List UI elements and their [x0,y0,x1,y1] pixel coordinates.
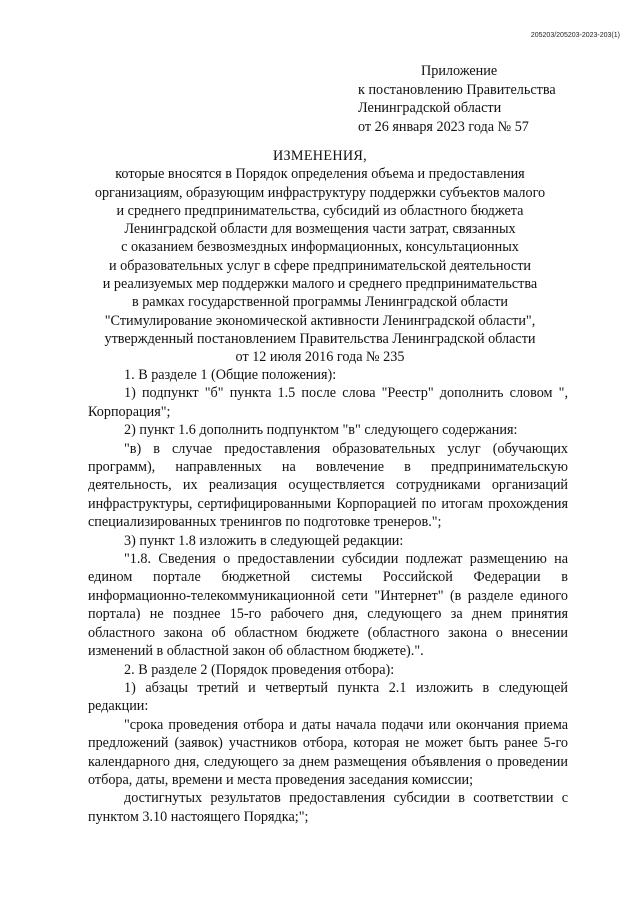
title-line: организациям, образующим инфраструктуру поддержки субъектов малого [94,184,546,201]
title-line: и среднего предпринимательства, субсидий из областного бюджета [116,202,524,219]
document-body [88,366,568,826]
paragraph: достигнутых результатов предоставления субсидии в соответствии с пунктом 3.10 настоящего Порядка;"; [88,790,568,825]
title-line: которые вносятся в Порядок определения объема и предоставления [115,166,525,183]
paragraph: 1) абзацы третий и четвертый пункта 2.1 изложить в следующей редакции: [88,679,568,715]
title-line: от 12 июля 2016 года № 235 [235,349,405,366]
paragraph: "в) в случае предоставления образовательных услуг (обучающих программ), направленных на вовлечение в предпринимательскую деятельность, их реализация осуществляется сотрудниками организаций инфраструктуры, сертифицированными Корпорацией по итогам прохождения специализированных тренингов по подготовке тренеров."; [88,440,568,531]
document-title [90,147,550,367]
paragraph: "срока проведения отбора и даты начала подачи или окончания приема предложений (заявок) участников отбора, которая не может быть ранее 5-го календарного дня, следующего за днем размещения объявления о проведении отбора, даты, времени и места проведения заседания комиссии; [88,716,568,788]
title-line: и образовательных услуг в сфере предпринимательской деятельности [108,257,532,274]
paragraph: 2) пункт 1.6 дополнить подпунктом "в" следующего содержания: [124,422,518,439]
paragraph: "1.8. Сведения о предоставлении субсидии подлежат размещению на едином портале бюджетной системы Российской Федерации в информационно-телекоммуникационной сети "Интернет" (в разделе единого портала) не позднее 15-го рабочего дня, следующего за днем принятия областного закона об областном бюджете (областного закона о внесении изменений в областной закон об областном бюджете).". [88,551,568,660]
title-line: и реализуемых мер поддержки малого и среднего предпринимательства [102,276,538,293]
appendix-line: к постановлению Правительства [358,81,556,98]
title-line: в рамках государственной программы Ленинградской области [131,294,509,311]
appendix-line: Ленинградской области [358,100,502,116]
title-line: "Стимулирование экономической активности Ленинградской области", [104,312,536,329]
title-heading: ИЗМЕНЕНИЯ, [272,148,368,164]
paragraph: 1) подпункт "б" пункта 1.5 после слова "Реестр" дополнить словом ", Корпорация"; [88,385,568,420]
paragraph: 2. В разделе 2 (Порядок проведения отбора): [124,661,395,678]
appendix-header [358,62,618,136]
appendix-line: от 26 января 2023 года № 57 [358,118,529,135]
title-line: утвержденный постановлением Правительства Ленинградской области [104,330,536,347]
appendix-line: Приложение [421,63,498,79]
paragraph: 1. В разделе 1 (Общие положения): [124,367,337,383]
title-line: с оказанием безвозмездных информационных, консультационных [121,239,519,256]
document-code: 205203/205203-2023-203(1) [530,32,620,39]
title-line: Ленинградской области для возмещения части затрат, связанных [124,221,516,238]
paragraph: 3) пункт 1.8 изложить в следующей редакции: [124,532,404,549]
